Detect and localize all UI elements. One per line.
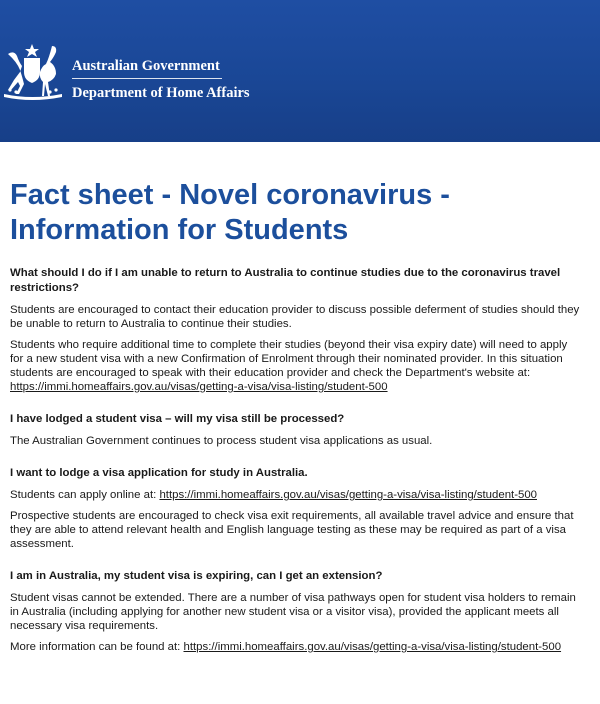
question-heading: I am in Australia, my student visa is expiring, can I get an extension? (10, 570, 383, 582)
answer-text: Students who require additional time to complete their studies (beyond their visa expiry date) will need to apply for a new student visa with a new Confirmation of Enrolment through their nominated provider. In this situation students are encouraged to speak with their education provider and check the Department's website at: (10, 339, 568, 379)
answer-paragraph (10, 338, 582, 394)
answer-paragraph (10, 488, 582, 502)
answer-paragraph: Student visas cannot be extended. There are a number of visa pathways open for student visa holders to remain in Australia (including applying for another new student visa or a visitor visa), provided the applicant meets all necessary visa requirements. (10, 592, 576, 632)
question-heading: I have lodged a student visa – will my visa still be processed? (10, 413, 345, 425)
question-heading: What should I do if I am unable to return to Australia to continue studies due to the coronavirus travel restrictions? (10, 267, 561, 294)
answer-paragraph (10, 640, 582, 654)
document-body (0, 178, 600, 654)
coat-of-arms-icon (0, 40, 66, 102)
question-heading: I want to lodge a visa application for study in Australia. (10, 467, 308, 479)
answer-text: Students can apply online at: (10, 489, 160, 501)
page-title: Fact sheet - Novel coronavirus - Information for Students (10, 179, 450, 246)
department-label: Department of Home Affairs (72, 85, 250, 101)
student-visa-link[interactable]: https://immi.homeaffairs.gov.au/visas/getting-a-visa/visa-listing/student-500 (10, 381, 388, 393)
answer-paragraph: Prospective students are encouraged to check visa exit requirements, all available travel advice and ensure that they are able to attend relevant health and English language testing as these may be required as part of a visa assessment. (10, 510, 574, 550)
student-visa-link[interactable]: https://immi.homeaffairs.gov.au/visas/getting-a-visa/visa-listing/student-500 (159, 489, 537, 501)
answer-text: More information can be found at: (10, 641, 184, 653)
student-visa-link[interactable]: https://immi.homeaffairs.gov.au/visas/getting-a-visa/visa-listing/student-500 (183, 641, 562, 653)
answer-paragraph: The Australian Government continues to process student visa applications as usual. (10, 435, 433, 447)
agency-name (72, 56, 250, 103)
header-banner (0, 0, 600, 142)
answer-paragraph: Students are encouraged to contact their education provider to discuss possible deferment of studies should they be unable to return to Australia to continue their studies. (10, 304, 580, 330)
header-divider (72, 78, 222, 79)
government-label: Australian Government (72, 58, 220, 74)
